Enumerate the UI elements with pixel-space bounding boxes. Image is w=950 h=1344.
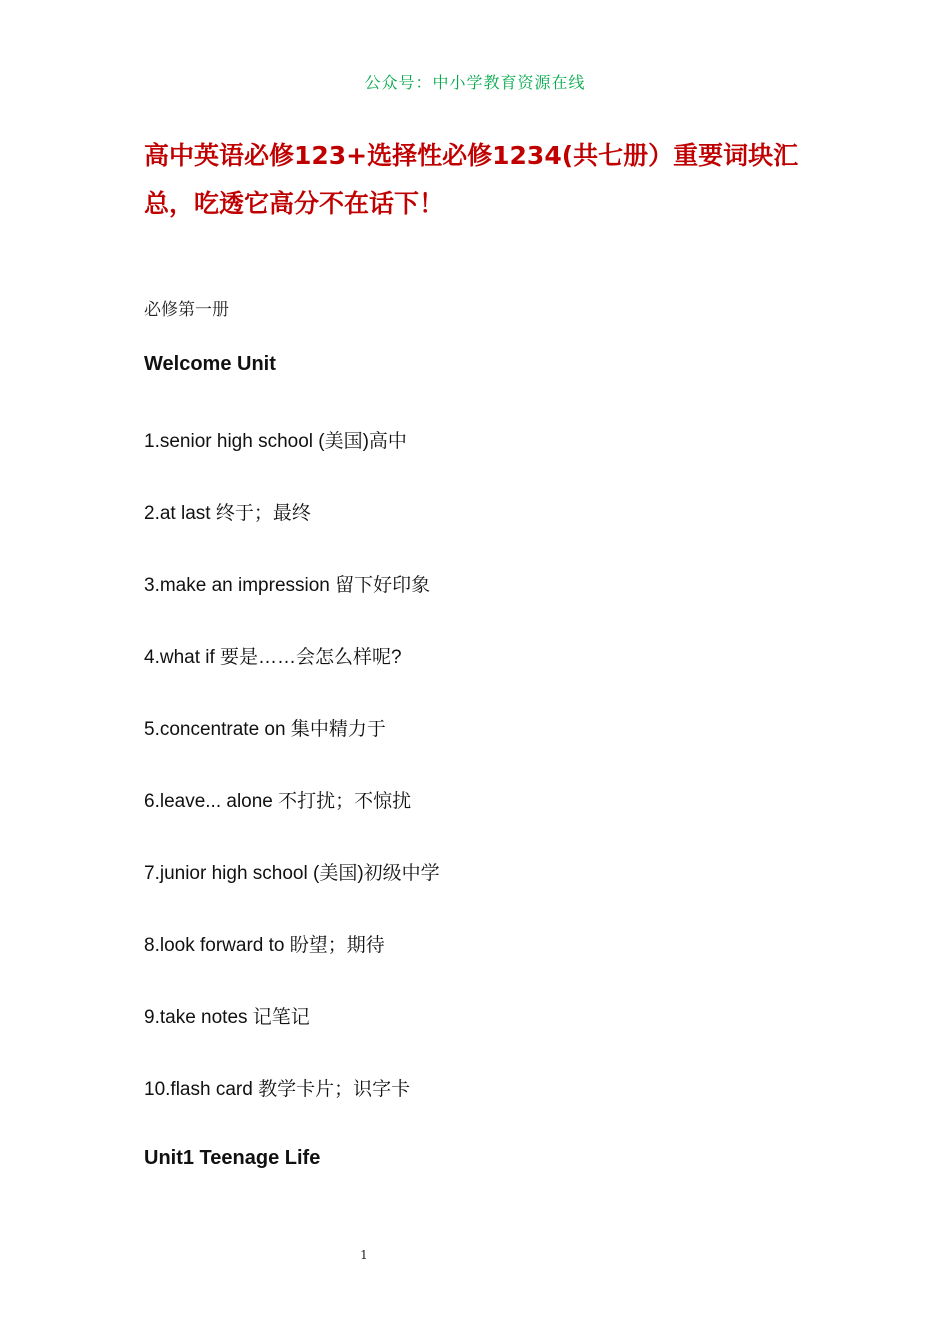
phrase-item: 1.senior high school (美国)高中 xyxy=(144,431,407,452)
phrase-item: 5.concentrate on 集中精力于 xyxy=(144,719,386,740)
phrase-item: 2.at last 终于；最终 xyxy=(144,503,311,524)
document-title: 高中英语必修123+选择性必修1234(共七册）重要词块汇总，吃透它高分不在话下！ xyxy=(144,141,799,218)
phrase-item: 8.look forward to 盼望；期待 xyxy=(144,935,385,956)
unit-heading-welcome: Welcome Unit xyxy=(144,353,276,375)
phrase-item: 4.what if 要是……会怎么样呢? xyxy=(144,647,402,668)
phrase-item: 3.make an impression 留下好印象 xyxy=(144,575,431,596)
unit-heading-unit1: Unit1 Teenage Life xyxy=(144,1147,321,1169)
book-label: 必修第一册 xyxy=(144,300,229,320)
phrase-item: 9.take notes 记笔记 xyxy=(144,1007,310,1028)
phrase-item: 10.flash card 教学卡片；识字卡 xyxy=(144,1079,411,1100)
phrase-item: 7.junior high school (美国)初级中学 xyxy=(144,863,440,884)
account-header: 公众号：中小学教育资源在线 xyxy=(364,73,586,92)
page-number: 1 xyxy=(360,1248,368,1262)
phrase-item: 6.leave... alone 不打扰；不惊扰 xyxy=(144,791,412,812)
